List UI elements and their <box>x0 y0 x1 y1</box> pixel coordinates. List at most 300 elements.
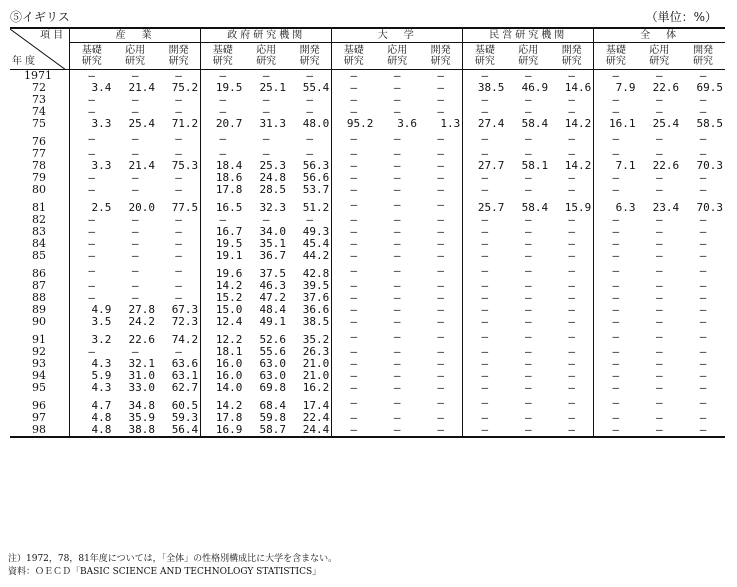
value-cell: – <box>594 262 638 280</box>
value-cell: 58.4 <box>521 201 549 214</box>
value-cell: 63.0 <box>259 357 287 370</box>
value-cell: 77.5 <box>171 201 199 214</box>
value-cell: – <box>131 105 139 118</box>
value-cell: – <box>699 396 707 409</box>
value-cell: – <box>131 69 139 82</box>
value-cell: – <box>393 171 401 184</box>
value-cell: – <box>332 196 376 214</box>
value-cell: 17.8 <box>201 412 245 424</box>
value-cell: – <box>262 105 270 118</box>
value-cell: – <box>699 237 707 250</box>
year-cell: 97 <box>32 411 46 424</box>
value-cell: – <box>524 345 532 358</box>
value-cell: – <box>463 328 507 346</box>
value-cell: 15.0 <box>201 304 245 316</box>
value-cell: 21.4 <box>128 81 155 94</box>
value-cell: – <box>131 264 139 277</box>
value-cell: – <box>655 291 663 304</box>
value-cell: – <box>437 345 444 358</box>
value-cell: – <box>524 423 532 436</box>
value-cell: 35.1 <box>259 237 287 250</box>
value-cell: – <box>524 225 532 238</box>
value-cell: – <box>332 280 376 292</box>
value-cell: – <box>332 382 376 394</box>
value-cell: – <box>70 172 114 184</box>
year-label: 年度 <box>12 56 38 67</box>
value-cell: – <box>463 214 507 226</box>
value-cell: – <box>437 291 444 304</box>
value-cell: – <box>524 357 532 370</box>
value-cell: – <box>70 280 114 292</box>
value-cell: 53.7 <box>302 183 330 196</box>
value-cell: – <box>201 70 245 83</box>
year-cell: 98 <box>32 423 46 436</box>
year-cell: 1971 <box>24 69 52 82</box>
year-cell: 72 <box>32 81 46 94</box>
value-cell: 46.3 <box>259 279 287 292</box>
value-cell: 63.6 <box>171 357 199 370</box>
value-cell: – <box>524 315 532 328</box>
value-cell: – <box>306 105 313 118</box>
value-cell: 31.3 <box>259 117 287 130</box>
value-cell: – <box>437 249 444 262</box>
value-cell: – <box>699 411 707 424</box>
value-cell: – <box>437 303 444 316</box>
value-cell: – <box>175 279 182 292</box>
value-cell: – <box>306 213 313 226</box>
value-cell: 4.8 <box>70 412 114 424</box>
group-header-row <box>10 28 725 43</box>
value-cell: – <box>594 172 638 184</box>
value-cell: 63.0 <box>259 369 287 382</box>
subheader-development: 開発 研究 <box>419 43 463 70</box>
value-cell: 55.4 <box>302 81 330 94</box>
value-cell: – <box>437 183 444 196</box>
value-cell: 34.0 <box>259 225 287 238</box>
value-cell: 14.0 <box>201 382 245 394</box>
header-corner <box>10 28 70 70</box>
value-cell: 3.3 <box>70 160 114 172</box>
value-cell: – <box>594 106 638 118</box>
value-cell: – <box>463 70 507 83</box>
title-row <box>10 8 725 24</box>
value-cell: – <box>437 264 444 277</box>
value-cell: – <box>332 82 376 94</box>
value-cell: – <box>594 328 638 346</box>
value-cell: – <box>568 423 575 436</box>
value-cell: 4.3 <box>70 382 114 394</box>
value-cell: 35.2 <box>302 333 330 346</box>
value-cell: – <box>131 147 139 160</box>
value-cell: – <box>524 396 532 409</box>
value-cell: 69.8 <box>259 381 287 394</box>
value-cell: – <box>594 412 638 424</box>
value-cell: 2.5 <box>70 196 114 214</box>
value-cell: 33.0 <box>128 381 155 394</box>
value-cell: – <box>262 147 270 160</box>
value-cell: – <box>568 183 575 196</box>
value-cell: 16.9 <box>201 424 245 437</box>
value-cell: – <box>463 394 507 412</box>
value-cell: – <box>463 280 507 292</box>
value-cell: 19.1 <box>201 250 245 262</box>
value-cell: – <box>463 172 507 184</box>
value-cell: – <box>568 345 575 358</box>
value-cell: – <box>524 330 532 343</box>
year-cell: 79 <box>32 171 46 184</box>
value-cell: – <box>131 93 139 106</box>
value-cell: 58.1 <box>521 159 549 172</box>
subheader-applied: 応用 研究 <box>637 43 681 70</box>
value-cell: – <box>699 345 707 358</box>
year-cell: 78 <box>32 159 46 172</box>
value-cell: – <box>463 238 507 250</box>
value-cell: – <box>332 184 376 196</box>
value-cell: – <box>437 105 444 118</box>
value-cell: 6.3 <box>594 196 638 214</box>
year-cell: 93 <box>32 357 46 370</box>
value-cell: – <box>393 345 401 358</box>
value-cell: 23.4 <box>652 201 680 214</box>
value-cell: 69.5 <box>696 81 723 94</box>
value-cell: – <box>175 291 182 304</box>
subheader-development: 開発 研究 <box>550 43 594 70</box>
value-cell: 5.9 <box>70 370 114 382</box>
value-cell: – <box>699 279 707 292</box>
value-cell: – <box>568 147 575 160</box>
value-cell: 14.2 <box>201 394 245 412</box>
value-cell: – <box>332 328 376 346</box>
value-cell: – <box>437 423 444 436</box>
value-cell: 22.4 <box>302 411 330 424</box>
value-cell: – <box>332 130 376 148</box>
value-cell: 37.5 <box>259 267 287 280</box>
table-row <box>10 250 725 262</box>
table-row <box>10 262 725 280</box>
value-cell: – <box>70 106 114 118</box>
value-cell: – <box>463 412 507 424</box>
value-cell: – <box>568 357 575 370</box>
table-row <box>10 118 725 130</box>
value-cell: 18.1 <box>201 346 245 358</box>
value-cell: 14.2 <box>564 159 592 172</box>
value-cell: – <box>262 69 270 82</box>
value-cell: – <box>568 396 575 409</box>
table-title: ⑤イギリス <box>10 10 70 24</box>
value-cell: – <box>699 264 707 277</box>
value-cell: – <box>655 93 663 106</box>
value-cell: 59.3 <box>171 411 199 424</box>
value-cell: – <box>131 183 139 196</box>
value-cell: 4.8 <box>70 424 114 437</box>
value-cell: – <box>393 105 401 118</box>
value-cell: 15.9 <box>564 201 592 214</box>
value-cell: 7.1 <box>594 160 638 172</box>
value-cell: – <box>201 94 245 106</box>
subheader-development: 開発 研究 <box>681 43 725 70</box>
value-cell: – <box>70 148 114 160</box>
value-cell: 36.6 <box>302 303 330 316</box>
value-cell: – <box>463 226 507 238</box>
value-cell: 38.8 <box>128 423 155 436</box>
value-cell: – <box>131 291 139 304</box>
value-cell: – <box>201 106 245 118</box>
value-cell: – <box>594 424 638 437</box>
value-cell: – <box>524 411 532 424</box>
value-cell: – <box>524 264 532 277</box>
value-cell: – <box>262 132 270 145</box>
value-cell: 27.4 <box>463 118 507 130</box>
value-cell: – <box>332 262 376 280</box>
value-cell: 49.1 <box>259 315 287 328</box>
value-cell: – <box>201 148 245 160</box>
value-cell: – <box>131 345 139 358</box>
value-cell: 38.5 <box>302 315 330 328</box>
value-cell: – <box>699 105 707 118</box>
year-cell: 87 <box>32 279 46 292</box>
year-cell: 95 <box>32 381 46 394</box>
value-cell: – <box>524 249 532 262</box>
value-cell: – <box>332 424 376 437</box>
subheader-development: 開発 研究 <box>157 43 201 70</box>
year-cell: 89 <box>32 303 46 316</box>
value-cell: – <box>568 381 575 394</box>
value-cell: – <box>437 237 444 250</box>
value-cell: – <box>568 237 575 250</box>
value-cell: – <box>463 292 507 304</box>
value-cell: – <box>524 381 532 394</box>
value-cell: – <box>131 237 139 250</box>
year-cell: 84 <box>32 237 46 250</box>
value-cell: – <box>131 132 139 145</box>
value-cell: 44.2 <box>302 249 330 262</box>
subheader-applied: 応用 研究 <box>375 43 419 70</box>
value-cell: – <box>655 411 663 424</box>
group-industry: 産 業 <box>70 28 201 43</box>
subheader-basic: 基礎 研究 <box>594 43 638 70</box>
value-cell: – <box>332 94 376 106</box>
value-cell: – <box>393 303 401 316</box>
value-cell: – <box>594 184 638 196</box>
value-cell: – <box>175 93 182 106</box>
value-cell: 60.5 <box>171 399 199 412</box>
value-cell: – <box>524 303 532 316</box>
value-cell: – <box>70 184 114 196</box>
value-cell: – <box>463 262 507 280</box>
value-cell: – <box>699 330 707 343</box>
value-cell: – <box>393 213 401 226</box>
value-cell: – <box>437 69 444 82</box>
value-cell: – <box>393 147 401 160</box>
value-cell: – <box>131 213 139 226</box>
value-cell: – <box>594 280 638 292</box>
value-cell: 25.1 <box>259 81 287 94</box>
value-cell: 25.4 <box>128 117 155 130</box>
value-cell: – <box>175 264 182 277</box>
value-cell: – <box>175 213 182 226</box>
value-cell: – <box>655 183 663 196</box>
value-cell: – <box>463 424 507 437</box>
value-cell: 4.3 <box>70 358 114 370</box>
value-cell: 52.6 <box>259 333 287 346</box>
value-cell: – <box>306 69 313 82</box>
subheader-applied: 応用 研究 <box>113 43 157 70</box>
value-cell: – <box>655 423 663 436</box>
value-cell: 20.7 <box>201 118 245 130</box>
value-cell: 3.2 <box>70 328 114 346</box>
value-cell: – <box>699 357 707 370</box>
value-cell: – <box>699 303 707 316</box>
value-cell: – <box>332 370 376 382</box>
year-cell: 86 <box>32 267 46 280</box>
value-cell: 74.2 <box>171 333 199 346</box>
value-cell: – <box>699 315 707 328</box>
value-cell: – <box>332 250 376 262</box>
value-cell: – <box>594 304 638 316</box>
value-cell: – <box>70 346 114 358</box>
value-cell: 26.3 <box>302 345 330 358</box>
value-cell: – <box>332 346 376 358</box>
value-cell: – <box>524 183 532 196</box>
value-cell: – <box>332 148 376 160</box>
value-cell: 24.2 <box>128 315 155 328</box>
value-cell: – <box>437 225 444 238</box>
value-cell: – <box>699 225 707 238</box>
value-cell: 16.0 <box>201 358 245 370</box>
value-cell: – <box>70 70 114 83</box>
value-cell: – <box>699 171 707 184</box>
value-cell: – <box>524 132 532 145</box>
value-cell: – <box>332 172 376 184</box>
value-cell: 3.6 <box>397 117 418 130</box>
value-cell: – <box>463 148 507 160</box>
value-cell: – <box>463 184 507 196</box>
value-cell: – <box>568 105 575 118</box>
value-cell: 16.0 <box>201 370 245 382</box>
year-cell: 73 <box>32 93 46 106</box>
value-cell: – <box>524 69 532 82</box>
value-cell: 14.2 <box>564 117 592 130</box>
value-cell: – <box>332 316 376 328</box>
value-cell: – <box>175 225 182 238</box>
value-cell: – <box>699 423 707 436</box>
value-cell: – <box>175 345 182 358</box>
value-cell: – <box>70 292 114 304</box>
value-cell: – <box>393 183 401 196</box>
value-cell: – <box>524 171 532 184</box>
value-cell: 58.5 <box>696 117 723 130</box>
value-cell: – <box>332 106 376 118</box>
value-cell: 59.8 <box>259 411 287 424</box>
value-cell: 15.2 <box>201 292 245 304</box>
value-cell: 51.2 <box>302 201 330 214</box>
year-cell: 74 <box>32 105 46 118</box>
value-cell: 42.8 <box>302 267 330 280</box>
value-cell: – <box>655 396 663 409</box>
value-cell: 27.7 <box>463 160 507 172</box>
value-cell: 17.4 <box>302 399 330 412</box>
value-cell: 12.2 <box>201 328 245 346</box>
value-cell: 20.0 <box>128 201 155 214</box>
value-cell: 34.8 <box>128 399 155 412</box>
value-cell: 25.3 <box>259 159 287 172</box>
value-cell: – <box>568 249 575 262</box>
value-cell: 58.4 <box>521 117 549 130</box>
value-cell: – <box>594 382 638 394</box>
value-cell: – <box>699 369 707 382</box>
value-cell: 70.3 <box>696 201 723 214</box>
value-cell: – <box>699 69 707 82</box>
table-body <box>10 70 725 438</box>
value-cell: 38.5 <box>463 82 507 94</box>
value-cell: – <box>437 93 444 106</box>
value-cell: – <box>594 214 638 226</box>
table-row <box>10 184 725 196</box>
value-cell: – <box>655 225 663 238</box>
value-cell: – <box>524 213 532 226</box>
value-cell: – <box>201 214 245 226</box>
value-cell: 17.8 <box>201 184 245 196</box>
value-cell: – <box>568 330 575 343</box>
value-cell: 56.6 <box>302 171 330 184</box>
value-cell: 3.4 <box>70 82 114 94</box>
value-cell: – <box>437 81 444 94</box>
value-cell: 16.7 <box>201 226 245 238</box>
value-cell: – <box>393 93 401 106</box>
value-cell: – <box>568 264 575 277</box>
value-cell: – <box>594 358 638 370</box>
value-cell: 37.6 <box>302 291 330 304</box>
value-cell: – <box>437 411 444 424</box>
value-cell: – <box>332 304 376 316</box>
value-cell: 32.1 <box>128 357 155 370</box>
value-cell: 68.4 <box>259 399 287 412</box>
value-cell: – <box>524 291 532 304</box>
value-cell: – <box>393 198 401 211</box>
value-cell: 25.4 <box>652 117 680 130</box>
value-cell: – <box>262 213 270 226</box>
value-cell: 67.3 <box>171 303 199 316</box>
value-cell: 7.9 <box>594 82 638 94</box>
value-cell: – <box>655 132 663 145</box>
value-cell: – <box>524 147 532 160</box>
value-cell: – <box>437 147 444 160</box>
year-cell: 91 <box>32 333 46 346</box>
subheader-basic: 基礎 研究 <box>332 43 376 70</box>
value-cell: 72.3 <box>171 315 199 328</box>
table-row <box>10 316 725 328</box>
value-cell: 58.7 <box>259 423 287 436</box>
value-cell: – <box>594 94 638 106</box>
table-row <box>10 424 725 437</box>
value-cell: – <box>524 279 532 292</box>
value-cell: 75.2 <box>171 81 199 94</box>
subheader-basic: 基礎 研究 <box>201 43 245 70</box>
value-cell: – <box>175 249 182 262</box>
subheader-applied: 応用 研究 <box>244 43 288 70</box>
value-cell: – <box>437 369 444 382</box>
year-cell: 88 <box>32 291 46 304</box>
value-cell: – <box>594 70 638 83</box>
value-cell: – <box>262 93 270 106</box>
value-cell: 1.3 <box>440 117 461 130</box>
value-cell: – <box>332 238 376 250</box>
value-cell: 22.6 <box>128 333 155 346</box>
value-cell: 19.6 <box>201 262 245 280</box>
value-cell: – <box>70 250 114 262</box>
value-cell: – <box>70 238 114 250</box>
value-cell: – <box>655 171 663 184</box>
